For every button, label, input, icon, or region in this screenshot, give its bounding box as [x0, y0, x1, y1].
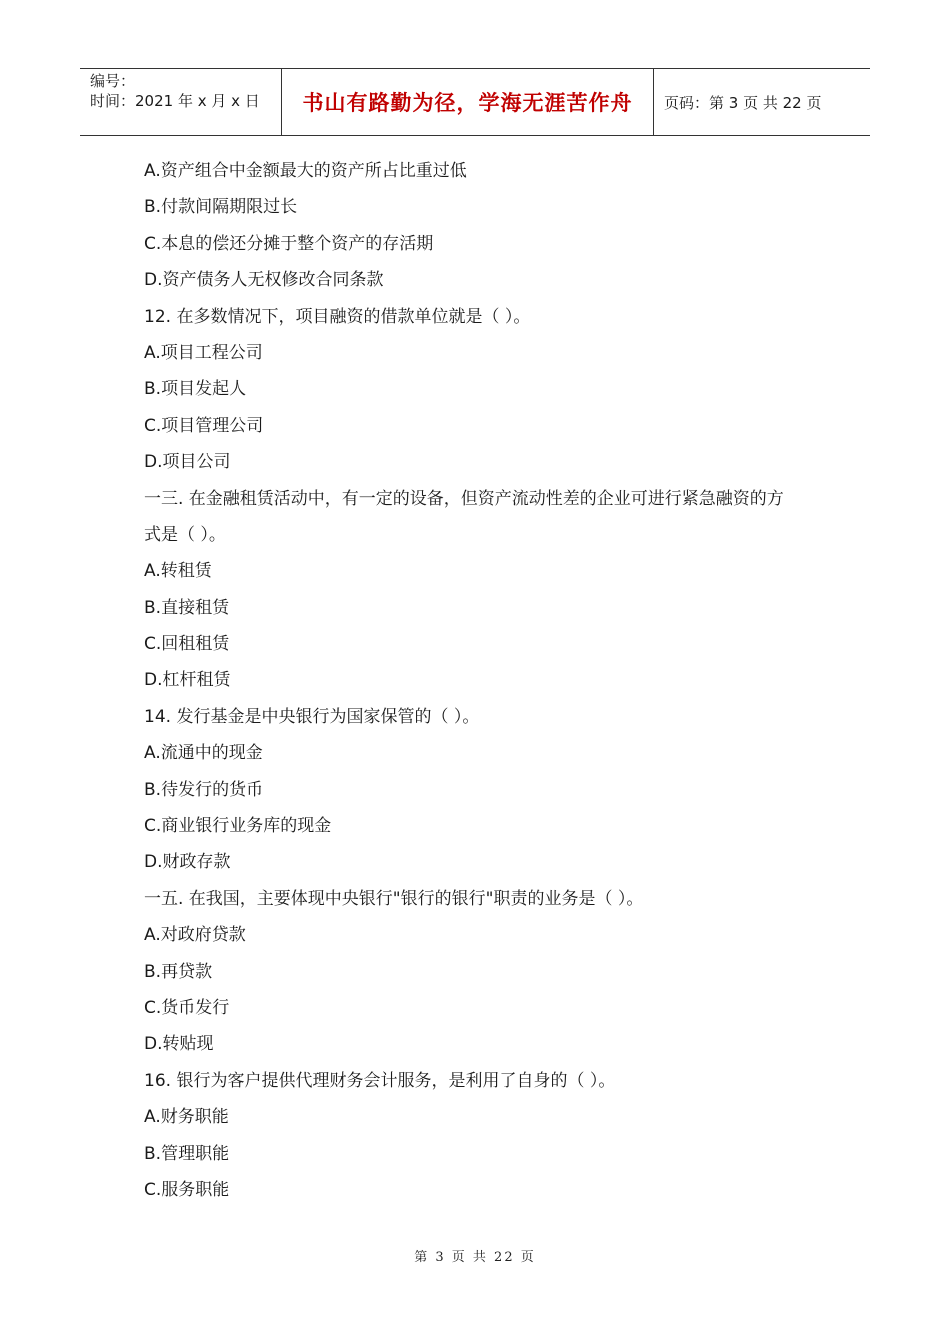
text-line: 式是（ ）。 — [144, 524, 226, 545]
question-15: 一五. 在我国，主要体现中央银行"银行的银行"职责的业务是（ ）。 — [144, 888, 644, 909]
question-content — [144, 153, 824, 1208]
text-line: B.直接租赁 — [144, 597, 230, 618]
text-line: A.项目工程公司 — [144, 342, 263, 363]
text-line: B.付款间隔期限过长 — [144, 197, 298, 218]
text-line: C.项目管理公司 — [144, 415, 264, 436]
text-line: C.商业银行业务库的现金 — [144, 816, 332, 837]
text-line: B.管理职能 — [144, 1143, 230, 1164]
text-line: A.转租赁 — [144, 561, 212, 582]
page-footer: 第 3 页 共 22 页 — [414, 1250, 536, 1265]
page-header — [80, 68, 870, 136]
text-line: A.流通中的现金 — [144, 743, 263, 764]
text-line: B.待发行的货币 — [144, 779, 264, 800]
document-date: 时间：2021 年 x 月 x 日 — [90, 92, 260, 110]
text-line: D.资产债务人无权修改合同条款 — [144, 270, 384, 291]
header-motto: 书山有路勤为径，学海无涯苦作舟 — [282, 69, 654, 135]
question-14: 14. 发行基金是中央银行为国家保管的（ ）。 — [144, 706, 480, 727]
text-line: D.项目公司 — [144, 452, 231, 473]
text-line: D.杠杆租赁 — [144, 670, 231, 691]
text-line: C.本息的偿还分摊于整个资产的存活期 — [144, 233, 434, 254]
text-line: C.回租租赁 — [144, 634, 230, 655]
text-line: A.资产组合中金额最大的资产所占比重过低 — [144, 161, 467, 181]
question-16: 16. 银行为客户提供代理财务会计服务，是利用了自身的（ ）。 — [144, 1070, 616, 1091]
document-number-label: 编号： — [90, 72, 136, 90]
text-line: A.财务职能 — [144, 1107, 229, 1128]
text-line: C.货币发行 — [144, 997, 230, 1018]
question-13: 一三. 在金融租赁活动中，有一定的设备，但资产流动性差的企业可进行紧急融资的方 — [144, 488, 784, 509]
header-page-info: 页码：第 3 页 共 22 页 — [664, 93, 822, 112]
text-line: B.项目发起人 — [144, 379, 247, 400]
question-12: 12. 在多数情况下，项目融资的借款单位就是（ ）。 — [144, 306, 531, 327]
text-line: B.再贷款 — [144, 961, 213, 982]
header-meta — [80, 69, 282, 135]
text-line: A.对政府贷款 — [144, 925, 246, 946]
text-line: C.服务职能 — [144, 1179, 230, 1200]
text-line: D.财政存款 — [144, 852, 231, 873]
text-line: D.转贴现 — [144, 1034, 214, 1055]
